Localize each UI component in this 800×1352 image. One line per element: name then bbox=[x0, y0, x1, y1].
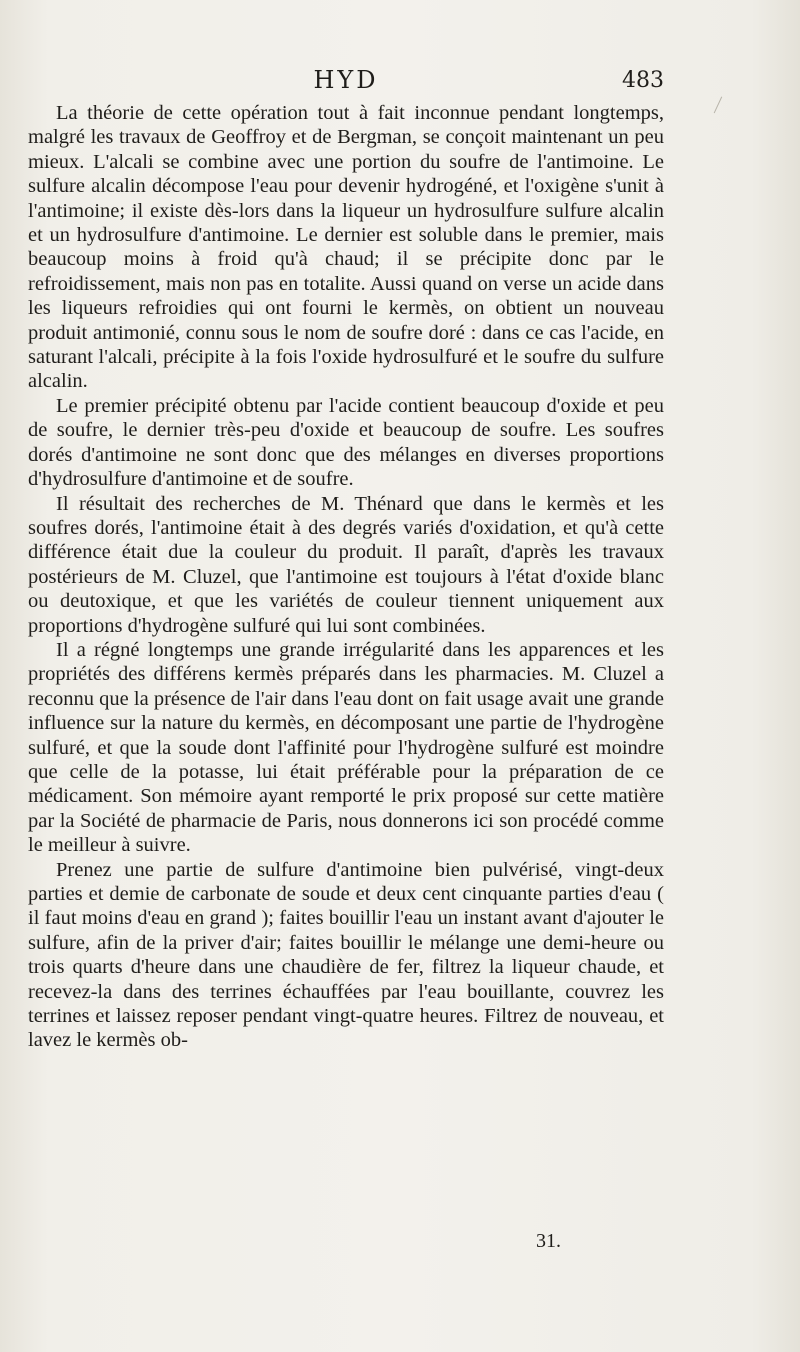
signature-mark: 31. bbox=[536, 1230, 561, 1252]
page-number: 483 bbox=[622, 68, 664, 93]
paragraph-precipitate: Le premier précipité obtenu par l'acide contient beaucoup d'oxide et peu de soufre, le dernier très-peu d'oxide et beaucoup de soufre. Les soufres dorés d'antimoine ne sont donc que des mélanges en diverses proportions d'hydrosulfure d'antimoine et de soufre. bbox=[28, 394, 664, 491]
paragraph-thenard: Il résultait des recherches de M. Thénard que dans le kermès et les soufres dorés, l'antimoine était à des degrés variés d'oxidation, et qu'à cette différence était due la couleur du produit. Il paraît, d'après les travaux postérieurs de M. Cluzel, que l'antimoine est toujours à l'état d'oxide blanc ou deutoxique, et que les variétés de couleur tiennent uniquement aux proportions d'hydrogène sulfuré qui lui sont combinées. bbox=[28, 492, 664, 637]
body-text bbox=[28, 101, 664, 1053]
paragraph-recipe: Prenez une partie de sulfure d'antimoine bien pulvérisé, vingt-deux parties et demie de carbonate de soude et deux cent cinquante parties d'eau ( il faut moins d'eau en grand ); faites bouillir l'eau un instant avant d'ajouter le sulfure, afin de la priver d'air; faites bouillir le mélange une demi-heure ou trois quarts d'heure dans une chaudière de fer, filtrez la liqueur chaude, et recevez-la dans des terrines échauffées par l'eau bouillante, couvrez les terrines et laissez reposer pendant vingt-quatre heures. Filtrez de nouveau, et lavez le kermès ob- bbox=[28, 858, 664, 1052]
page-header bbox=[28, 66, 664, 102]
margin-mark bbox=[714, 97, 732, 118]
paragraph-theory: La théorie de cette opération tout à fait inconnue pendant longtemps, malgré les travaux de Geoffroy et de Bergman, se conçoit maintenant un peu mieux. L'alcali se combine avec une portion du soufre de l'antimoine. Le sulfure alcalin décompose l'eau pour devenir hydrogéné, et l'oxigène s'unit à l'antimoine; il existe dès-lors dans la liqueur un hydrosulfure sulfure alcalin et un hydrosulfure d'antimoine. Le dernier est soluble dans le premier, mais beaucoup moins à froid qu'à chaud; il se précipite donc par le refroidissement, mais non pas en totalite. Aussi quand on verse un acide dans les liqueurs refroidies qui ont fourni le kermès, on obtient un nouveau produit antimonié, connu sous le nom de soufre doré : dans ce cas l'acide, en saturant l'alcali, précipite à la fois l'oxide hydrosulfuré et le soufre du sulfure alcalin. bbox=[28, 102, 664, 393]
paragraph-cluzel: Il a régné longtemps une grande irrégularité dans les apparences et les propriétés des différens kermès préparés dans les pharmacies. M. Cluzel a reconnu que la présence de l'air dans l'eau dont on fait usage avait une grande influence sur la nature du kermès, en décomposant une partie de l'hydrogène sulfuré, et que la soude dont l'affinité pour l'hydrogène sulfuré est moindre que celle de la potasse, lui était préférable pour la préparation de ce médicament. Son mémoire ayant remporté le prix proposé sur cette matière par la Société de pharmacie de Paris, nous donnerons ici son procédé comme le meilleur à suivre. bbox=[28, 638, 664, 857]
running-head: HYD bbox=[313, 66, 379, 94]
